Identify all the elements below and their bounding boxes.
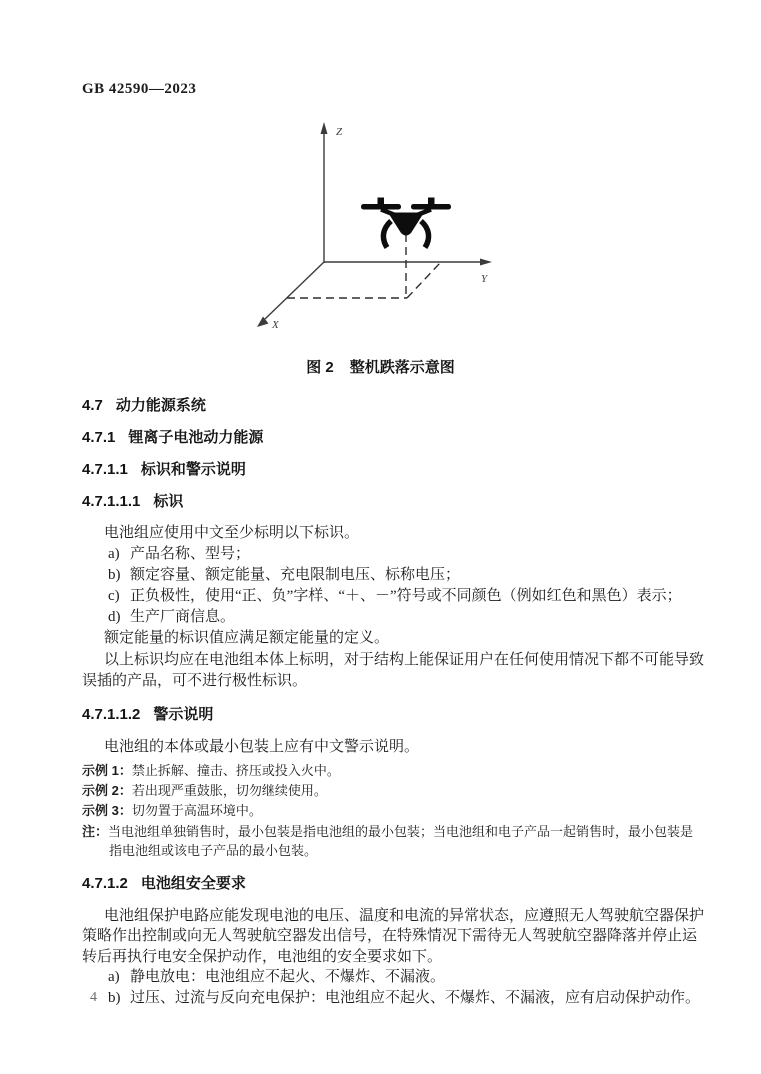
- list-marker: b): [108, 566, 121, 583]
- note: [82, 822, 704, 861]
- y-axis-arrow: [480, 259, 492, 266]
- list-item-b: [82, 565, 704, 586]
- safety-item-a: [82, 967, 704, 988]
- x-axis-label: X: [272, 319, 279, 331]
- list-marker: a): [108, 545, 120, 562]
- example-label: 示例 2：: [82, 782, 132, 798]
- heading-title: 动力能源系统: [115, 397, 206, 414]
- figure-caption: [0, 356, 761, 377]
- figure-caption-label: 图 2: [306, 359, 334, 376]
- document-body: [82, 390, 704, 1009]
- list-text: 正负极性，使用“正、负”字样、“＋、－”符号或不同颜色（例如红色和黑色）表示；: [130, 587, 682, 604]
- paragraph-marking-intro: 电池组应使用中文至少标明以下标识。: [104, 525, 360, 541]
- list-marker: d): [108, 608, 121, 625]
- list-text: 产品名称、型号；: [130, 545, 251, 562]
- example-text: 禁止拆解、撞击、挤压或投入火中。: [131, 762, 340, 778]
- x-axis-line: [265, 262, 324, 319]
- paragraph-warning-intro: 电池组的本体或最小包装上应有中文警示说明。: [104, 739, 420, 755]
- heading-title: 警示说明: [153, 706, 214, 723]
- heading-number: 4.7.1: [82, 429, 116, 446]
- example-1: [82, 761, 704, 781]
- list-text: 静电放电：电池组应不起火、不爆炸、不漏液。: [130, 969, 446, 985]
- list-item-a: [82, 544, 704, 565]
- heading-title: 电池组安全要求: [140, 874, 246, 892]
- example-label: 示例 3：: [82, 802, 132, 818]
- heading-number: 4.7: [82, 397, 103, 414]
- example-2: [82, 781, 704, 801]
- z-axis-label: Z: [336, 126, 343, 138]
- list-text: 过压、过流与反向充电保护：电池组应不起火、不爆炸、不漏液，应有启动保护动作。: [130, 990, 701, 1006]
- example-3: [82, 801, 704, 821]
- example-text: 若出现严重鼓胀，切勿继续使用。: [131, 782, 327, 798]
- heading-4-7: [82, 395, 704, 416]
- list-marker: a): [108, 969, 120, 985]
- paragraph-marking-location: 以上标识均应在电池组本体上标明，对于结构上能保证用户在任何使用情况下都不可能导致误插的产品，可不进行极性标识。: [82, 652, 705, 689]
- note-label: 注：: [82, 823, 109, 839]
- safety-item-b: [82, 988, 704, 1009]
- paragraph-battery-safety: 电池组保护电路应能发现电池的电压、温度和电流的异常状态，应遵照无人驾驶航空器保护策略作出控制或向无人驾驶航空器发出信号，在特殊情况下需待无人驾驶航空器降落并停止运转后再执行电安全保护动作，电池组的安全要求如下。: [82, 907, 705, 965]
- paragraph-rated-energy: 额定能量的标识值应满足额定能量的定义。: [104, 629, 390, 646]
- heading-number: 4.7.1.2: [82, 874, 128, 892]
- heading-title: 锂离子电池动力能源: [128, 429, 264, 446]
- heading-number: 4.7.1.1.2: [82, 706, 141, 723]
- figure-drop-diagram: [240, 110, 510, 352]
- heading-title: 标识和警示说明: [140, 461, 246, 478]
- page-number: 4: [90, 990, 97, 1005]
- heading-4-7-1-2: [82, 873, 704, 894]
- heading-4-7-1-1: [82, 459, 704, 480]
- standard-number: GB 42590—2023: [82, 81, 197, 97]
- ground-dashed-diagonal: [407, 263, 440, 298]
- list-text: 额定容量、额定能量、充电限制电压、标称电压；: [130, 566, 461, 583]
- list-marker: b): [108, 990, 121, 1006]
- axes-diagram: [240, 110, 510, 352]
- example-label: 示例 1：: [82, 762, 132, 778]
- heading-4-7-1-1-1: [82, 491, 704, 512]
- example-text: 切勿置于高温环境中。: [131, 802, 262, 818]
- note-text: 当电池组单独销售时，最小包装是指电池组的最小包装；当电池组和电子产品一起销售时，最小包装是指电池组或该电子产品的最小包装。: [108, 823, 694, 858]
- heading-number: 4.7.1.1.1: [82, 493, 141, 510]
- heading-4-7-1: [82, 427, 704, 448]
- heading-number: 4.7.1.1: [82, 461, 128, 478]
- y-axis-label: Y: [481, 273, 488, 285]
- z-axis-arrow: [321, 122, 328, 134]
- list-item-c: [82, 586, 704, 607]
- heading-4-7-1-1-2: [82, 704, 704, 725]
- figure-caption-title: 整机跌落示意图: [349, 359, 455, 376]
- list-item-d: [82, 607, 704, 628]
- heading-title: 标识: [153, 493, 184, 510]
- list-marker: c): [108, 587, 120, 604]
- list-text: 生产厂商信息。: [130, 608, 236, 625]
